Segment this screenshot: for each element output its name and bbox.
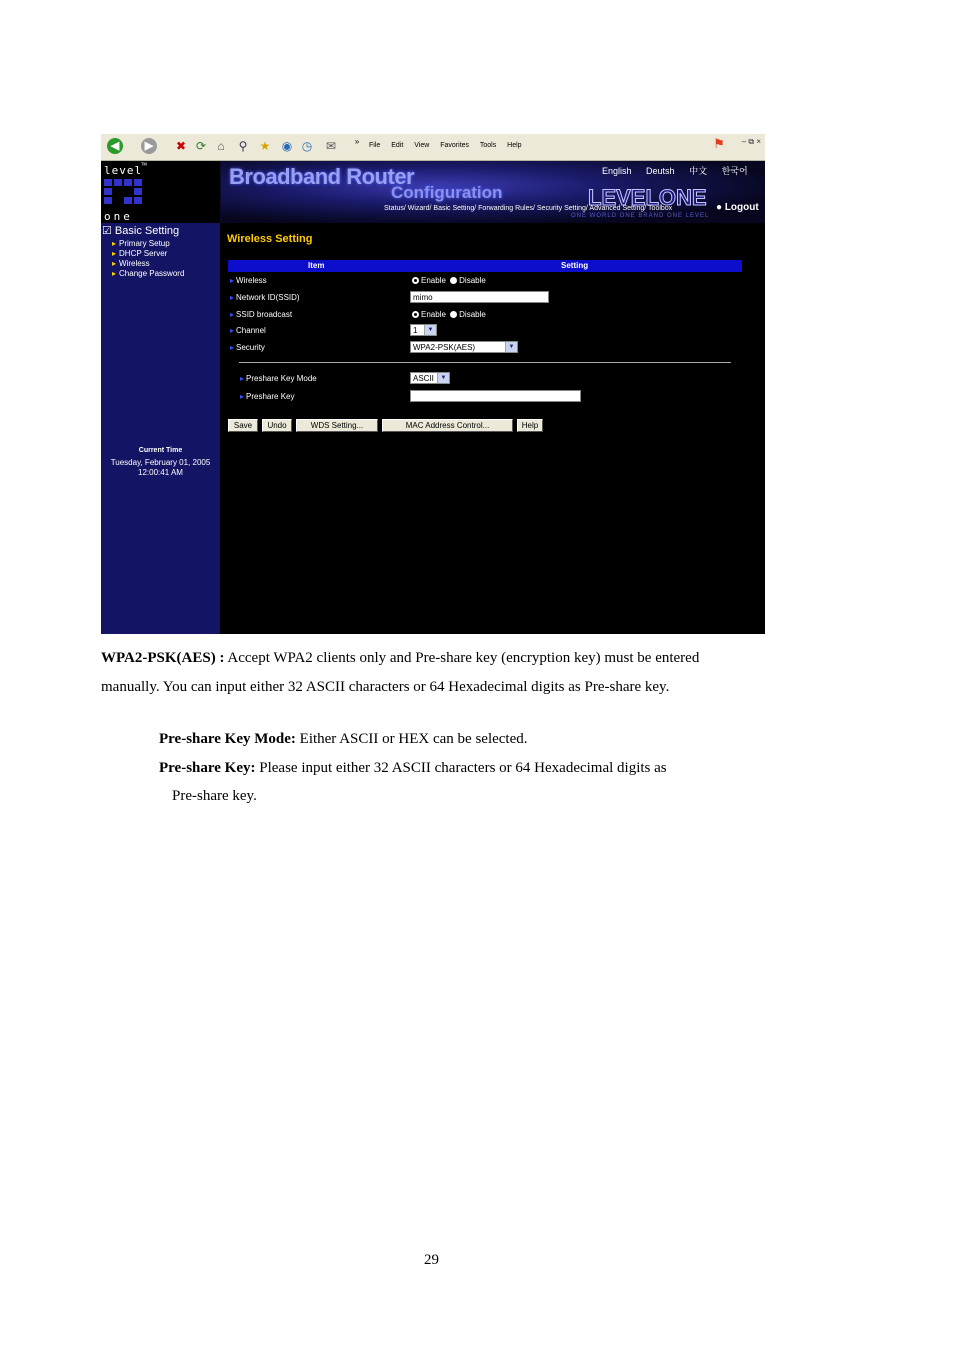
row-wireless-label: ▸ Wireless [230, 276, 267, 285]
forward-icon[interactable]: ▶ [141, 138, 157, 154]
page-title: Wireless Setting [227, 233, 313, 245]
logout-link[interactable]: ● Logout [716, 202, 759, 213]
browser-toolbar [101, 134, 765, 161]
top-nav[interactable]: Status/ Wizard/ Basic Setting/ Forwarding Rules/ Security Setting/ Advanced Setting/ Toolbox [384, 205, 673, 212]
logout-label: Logout [724, 202, 759, 213]
key-paragraph-line2: Pre-share key. [172, 788, 257, 804]
page-number: 29 [424, 1252, 439, 1268]
header-setting: Setting [561, 261, 589, 270]
wds-setting-button[interactable]: WDS Setting... [296, 419, 378, 432]
channel-select[interactable] [410, 324, 437, 336]
stop-icon[interactable]: ✖ [175, 139, 187, 153]
wireless-radio-group [410, 276, 486, 285]
browser-menu [369, 142, 531, 149]
security-value: WPA2-PSK(AES) [413, 343, 476, 352]
windows-flag-icon: ⚑ [713, 136, 725, 151]
current-time-label: Current Time [138, 447, 183, 454]
security-select[interactable] [410, 341, 518, 353]
menu-view[interactable]: View [414, 142, 430, 149]
broadcast-radio-group [410, 310, 486, 319]
row-key-mode-label: ▸ Preshare Key Mode [240, 374, 317, 383]
header-item: Item [308, 261, 325, 270]
divider [239, 362, 731, 363]
key-mode-paragraph [159, 731, 528, 748]
sidebar-item-primary-setup[interactable]: ▸ Primary Setup [112, 239, 170, 248]
wireless-disable-label: Disable [459, 276, 486, 285]
row-security-label: ▸ Security [230, 343, 265, 352]
sidebar-section[interactable]: ☑ Basic Setting [102, 225, 180, 237]
table-header [228, 260, 742, 272]
back-icon[interactable]: ◀ [107, 138, 123, 154]
preshare-key-input[interactable] [410, 390, 581, 402]
chevron-icon[interactable]: » [354, 137, 360, 146]
key-mode-value: ASCII [413, 374, 434, 383]
menu-favorites[interactable]: Favorites [440, 142, 470, 149]
favorites-icon[interactable]: ★ [259, 139, 271, 153]
key-mode-term: Pre-share Key Mode: [159, 731, 296, 747]
lang-english[interactable]: English [602, 166, 632, 176]
menu-file[interactable]: File [369, 142, 381, 149]
wireless-disable-radio[interactable] [450, 277, 457, 284]
mail-icon[interactable]: ✉ [325, 139, 337, 153]
chevron-down-icon: ▼ [505, 342, 517, 352]
router-screenshot [101, 134, 765, 634]
key-description: Please input either 32 ASCII characters or 64 Hexadecimal digits as [255, 760, 667, 776]
current-time: 12:00:41 AM [138, 468, 183, 477]
key-mode-description: Either ASCII or HEX can be selected. [295, 731, 528, 747]
channel-value: 1 [413, 326, 418, 335]
broadcast-disable-label: Disable [459, 310, 486, 319]
chevron-down-icon: ▼ [437, 373, 449, 383]
sidebar-item-wireless[interactable]: ▸ Wireless [112, 259, 150, 268]
logo-level-text: level [104, 164, 143, 177]
help-button[interactable]: Help [517, 419, 543, 432]
key-paragraph-line1 [159, 760, 667, 777]
wpa2-paragraph-line1 [101, 650, 699, 667]
window-controls[interactable]: – ⧉ × [741, 137, 761, 146]
ssid-input[interactable]: mimo [410, 291, 549, 303]
refresh-icon[interactable]: ⟳ [195, 139, 207, 153]
home-icon[interactable]: ⌂ [217, 139, 225, 153]
row-broadcast-label: ▸ SSID broadcast [230, 310, 292, 319]
row-channel-label: ▸ Channel [230, 326, 266, 335]
sidebar-item-change-password[interactable]: ▸ Change Password [112, 269, 184, 278]
wpa2-description: Accept WPA2 clients only and Pre-share key (encryption key) must be entered [224, 650, 700, 666]
broadcast-disable-radio[interactable] [450, 311, 457, 318]
logo-one-text: one [104, 210, 133, 223]
save-button[interactable]: Save [228, 419, 258, 432]
banner-title: Broadband Router [229, 164, 415, 189]
levelone-logo [101, 161, 220, 223]
menu-tools[interactable]: Tools [479, 142, 497, 149]
key-mode-select[interactable] [410, 372, 450, 384]
brand-slogan: ONE WORLD ONE BRAND ONE LEVEL [571, 213, 710, 219]
language-links [602, 164, 760, 177]
search-icon[interactable]: ⚲ [238, 139, 248, 153]
history-icon[interactable]: ◷ [301, 139, 313, 153]
row-key-label: ▸ Preshare Key [240, 392, 294, 401]
broadcast-enable-label: Enable [421, 310, 446, 319]
row-ssid-label: ▸ Network ID(SSID) [230, 293, 300, 302]
broadcast-enable-radio[interactable] [412, 311, 419, 318]
lang-deutsh[interactable]: Deutsh [646, 166, 675, 176]
sidebar-item-dhcp-server[interactable]: ▸ DHCP Server [112, 249, 167, 258]
banner-subtitle: Configuration [391, 183, 503, 202]
sidebar-section-label: Basic Setting [114, 225, 180, 237]
lang-korean[interactable]: 한국어 [721, 166, 748, 176]
wpa2-paragraph-line2: manually. You can input either 32 ASCII characters or 64 Hexadecimal digits as Pre-share key. [101, 679, 670, 695]
undo-button[interactable]: Undo [262, 419, 292, 432]
mac-address-control-button[interactable]: MAC Address Control... [382, 419, 513, 432]
logo-trademark: ᵀᴹ [141, 163, 147, 169]
router-content [220, 223, 765, 634]
chevron-down-icon: ▼ [424, 325, 436, 335]
wireless-enable-radio[interactable] [412, 277, 419, 284]
wireless-enable-label: Enable [421, 276, 446, 285]
menu-edit[interactable]: Edit [391, 142, 404, 149]
levelone-brand: LEVELONE [588, 185, 707, 210]
media-icon[interactable]: ◉ [281, 139, 293, 153]
menu-help[interactable]: Help [507, 142, 522, 149]
lang-chinese[interactable]: 中文 [689, 166, 708, 176]
current-date: Tuesday, February 01, 2005 [110, 458, 211, 467]
key-term: Pre-share Key: [159, 760, 256, 776]
wpa2-term: WPA2-PSK(AES) : [101, 650, 225, 666]
sidebar [101, 223, 220, 634]
